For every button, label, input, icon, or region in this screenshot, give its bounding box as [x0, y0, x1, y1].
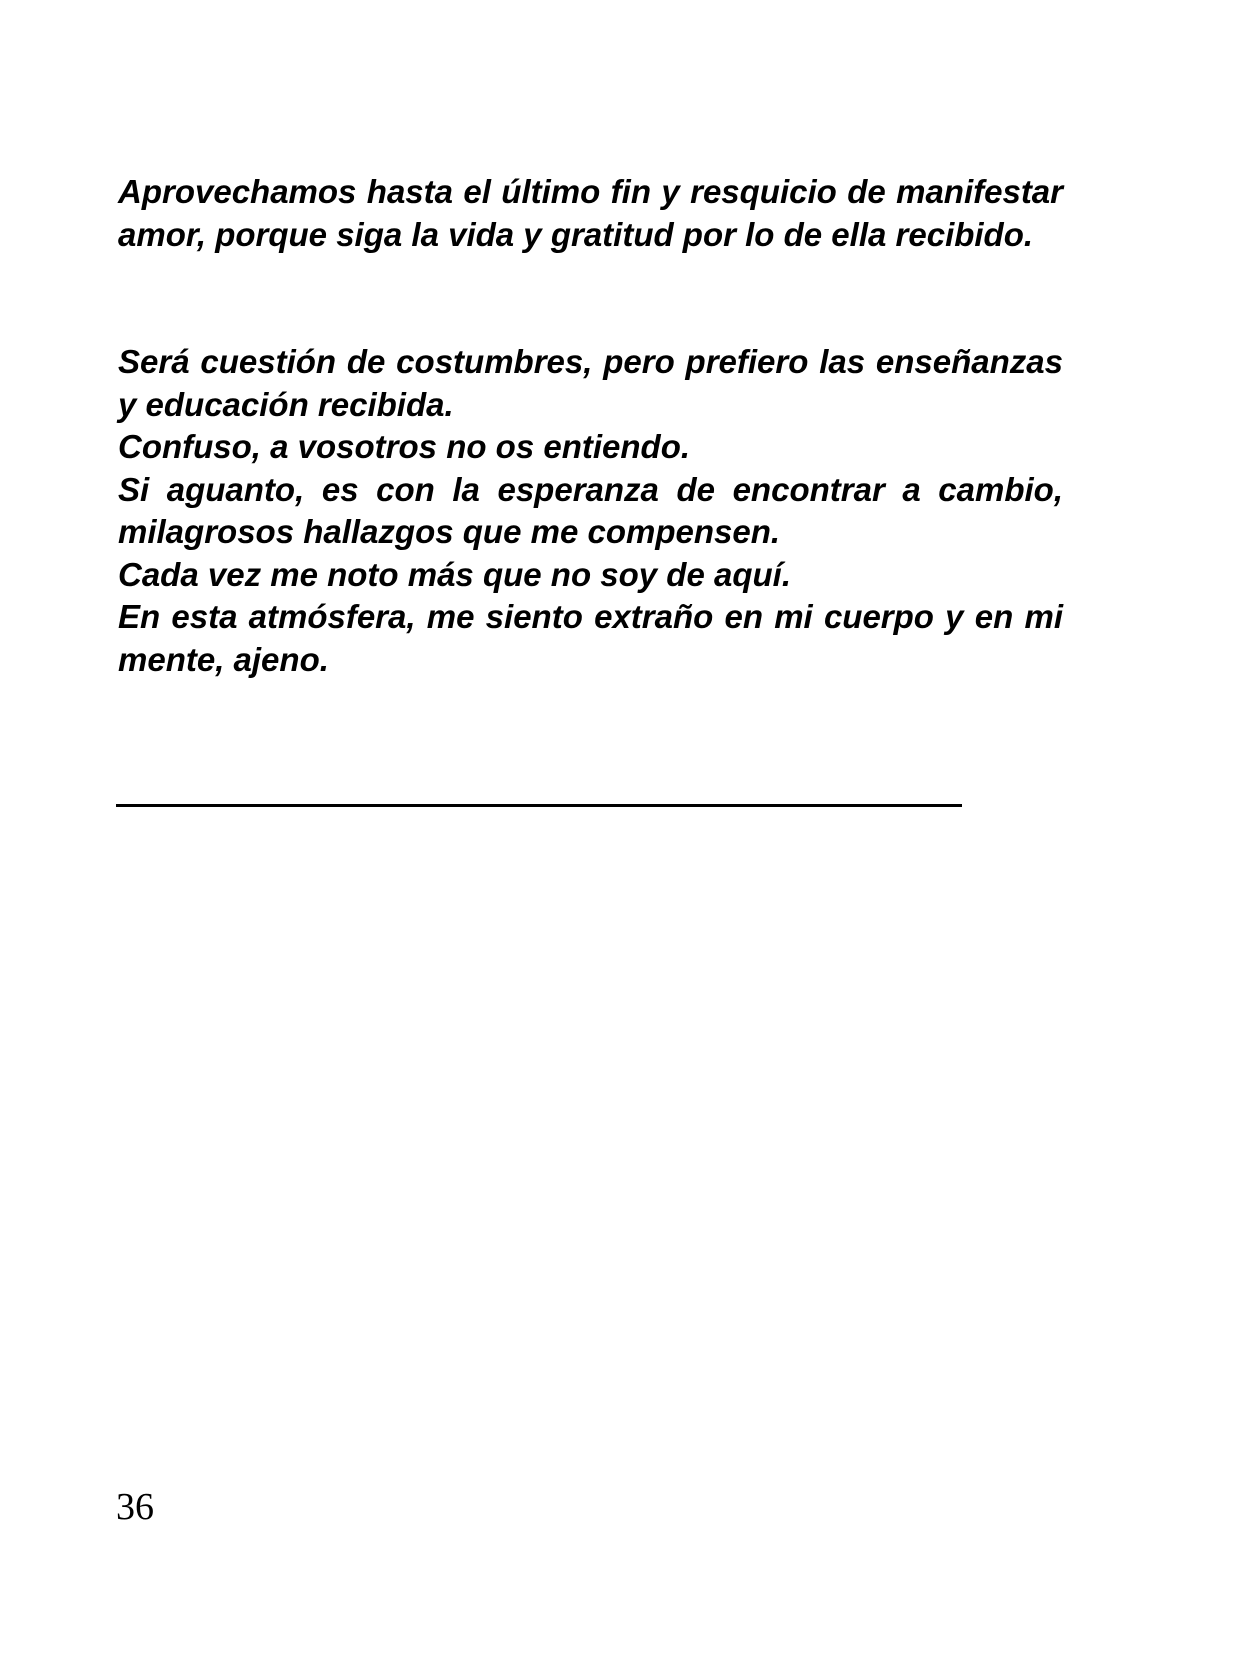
page-number: 36 [116, 1486, 154, 1528]
paragraph-1 [118, 171, 1063, 256]
paragraph-line: Aprovechamos hasta el último fin y resquicio de manifestar amor, porque siga la vida y gratitud por lo de ella recibido. [118, 173, 1063, 253]
paragraph-line: Confuso, a vosotros no os entiendo. [118, 428, 691, 465]
paragraph-line: Si aguanto, es con la esperanza de encontrar a cambio, milagrosos hallazgos que me compensen. [118, 470, 1063, 550]
paragraph-line: En esta atmósfera, me siento extraño en mi cuerpo y en mi mente, ajeno. [118, 598, 1063, 678]
paragraph-line: Cada vez me noto más que no soy de aquí. [118, 555, 791, 593]
paragraph-line: Será cuestión de costumbres, pero prefiero las enseñanzas y educación recibida. [118, 343, 1063, 423]
paragraph-2 [118, 341, 1063, 681]
horizontal-rule [116, 804, 962, 807]
